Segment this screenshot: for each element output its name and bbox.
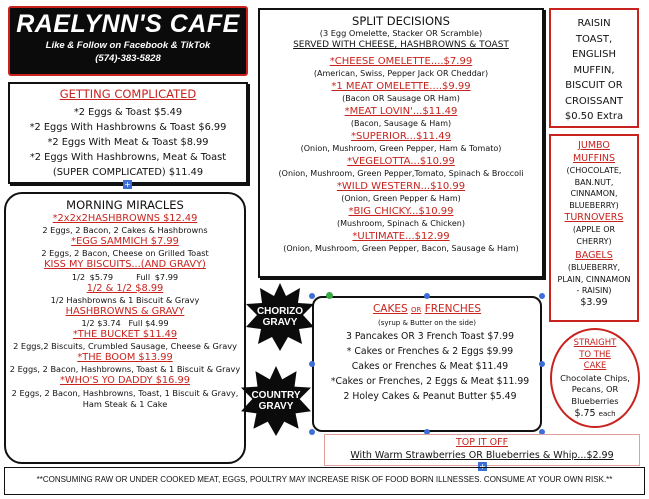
- menu-item-desc: 2 Eggs,2 Biscuits, Crumbled Sausage, Cheese & Gravy: [13, 341, 237, 352]
- resize-handle-icon[interactable]: [424, 293, 430, 299]
- bread-option: CROISSANT: [564, 95, 624, 107]
- omelette-name: *ULTIMATE...$12.99: [352, 231, 450, 242]
- muffins-title: JUMBO MUFFINS: [572, 140, 616, 164]
- bagels-flavors: (BLUEBERRY, PLAIN, CINNAMON - RAISIN): [557, 263, 631, 295]
- getting-complicated-section: [8, 82, 248, 184]
- menu-item-desc: 2 Eggs, 2 Bacon, Hashbrowns, Toast & 1 Biscuit & Gravy: [9, 364, 241, 375]
- section-title: SPLIT DECISIONS: [352, 14, 450, 28]
- omelette-name: *WILD WESTERN...$10.99: [336, 181, 466, 192]
- chorizo-gravy-burst: [245, 282, 315, 352]
- menu-item-desc: 1/2 Hashbrowns & 1 Biscuit & Gravy: [50, 294, 200, 305]
- bread-option: MUFFIN,: [573, 64, 615, 76]
- omelette-name: *MEAT LOVIN'...$11.49: [344, 106, 458, 117]
- bread-extra-price: $0.50 Extra: [564, 111, 624, 122]
- bread-option: ENGLISH: [572, 49, 616, 60]
- omelette-name: *BIG CHICKY...$10.99: [348, 206, 454, 217]
- section-title: MORNING MIRACLES: [66, 198, 184, 212]
- menu-item: *Cakes or Frenches, 2 Eggs & Meat $11.99: [330, 376, 530, 387]
- menu-item-desc: 2 Eggs, 2 Bacon, 2 Cakes & Hashbrowns: [42, 225, 208, 236]
- cake-addons-section: [550, 328, 640, 428]
- menu-item: * Cakes or Frenches & 2 Eggs $9.99: [346, 346, 514, 357]
- price-full: Full $4.99: [128, 318, 169, 329]
- country-gravy-burst: [240, 365, 312, 437]
- add-handle-icon[interactable]: +: [124, 180, 131, 189]
- bakery-section: [549, 134, 639, 322]
- morning-miracles-section: [4, 192, 246, 464]
- phone-number: (574)-383-5828: [95, 53, 161, 64]
- turnovers-title: TURNOVERS: [564, 212, 624, 223]
- omelette-desc: (Bacon, Sausage & Ham): [350, 119, 452, 128]
- omelette-name: *SUPERIOR...$11.49: [351, 131, 451, 142]
- frenches-title: FRENCHES: [424, 303, 482, 315]
- addons-list: Chocolate Chips, Pecans, OR Blueberries: [560, 372, 630, 406]
- menu-item: *THE BUCKET $11.49: [72, 329, 178, 341]
- item-list: [10, 105, 246, 180]
- menu-item: *THE BOOM $13.99: [77, 352, 173, 364]
- bakery-price: $3.99: [580, 296, 608, 308]
- omelette-desc: (Onion, Green Pepper & Ham): [341, 194, 461, 203]
- resize-handle-icon[interactable]: [539, 293, 545, 299]
- omelette-desc: (American, Swiss, Pepper Jack OR Cheddar): [313, 69, 489, 78]
- rotate-handle-icon[interactable]: [326, 292, 333, 299]
- burst-line: COUNTRY: [251, 390, 301, 401]
- burst-line: GRAVY: [258, 401, 294, 412]
- menu-item: HASHBROWNS & GRAVY: [65, 305, 185, 317]
- price-half: 1/2 $5.79: [71, 271, 114, 282]
- resize-handle-icon[interactable]: [539, 361, 545, 367]
- addons-price: $.75: [574, 408, 596, 419]
- cafe-title: RAELYNN'S CAFE: [16, 10, 240, 38]
- muffins-flavors: (CHOCOLATE, BAN.NUT, CINNAMON, BLUEBERRY): [566, 166, 622, 210]
- food-safety-disclaimer: **CONSUMING RAW OR UNDER COOKED MEAT, EGGS, POULTRY MAY INCREASE RISK OF FOOD BORN ILLNESSES. CONSUME AT YOUR OWN RISK.**: [4, 467, 645, 495]
- omelette-name: *CHEESE OMELETTE....$7.99: [329, 56, 473, 67]
- menu-item: *2 Eggs With Hashbrowns, Meat & Toast: [29, 152, 227, 163]
- omelette-desc: (Onion, Mushroom, Green Pepper, Ham & Tomato): [300, 144, 502, 153]
- served-with: SERVED WITH CHEESE, HASHBROWNS & TOAST: [293, 40, 509, 50]
- menu-item: 1/2 & 1/2 $8.99: [86, 282, 164, 294]
- top-it-off-title: TOP IT OFF: [455, 437, 509, 448]
- cakes-title: CAKES: [372, 303, 408, 315]
- section-subtitle: (3 Egg Omelette, Stacker OR Scramble): [319, 28, 483, 38]
- turnovers-flavors: (APPLE OR CHERRY): [572, 225, 616, 246]
- burst-line: GRAVY: [262, 317, 298, 328]
- social-line: Like & Follow on Facebook & TikTok: [45, 40, 211, 51]
- section-subtitle: (syrup & Butter on the side): [377, 319, 477, 327]
- menu-item: KISS MY BISCUITS...(AND GRAVY): [44, 259, 206, 271]
- split-decisions-section: [258, 8, 544, 278]
- omelette-desc: (Onion, Mushroom, Green Pepper, Bacon, Sausage & Ham): [283, 244, 519, 253]
- omelette-list: [260, 55, 542, 255]
- menu-item: *2 Eggs With Hashbrowns & Toast $6.99: [29, 122, 227, 133]
- bread-option: BISCUIT OR: [565, 80, 623, 91]
- omelette-name: *VEGELOTTA...$10.99: [347, 156, 455, 167]
- menu-item: 3 Pancakes OR 3 French Toast $7.99: [345, 331, 515, 342]
- omelette-desc: (Onion, Mushroom, Green Pepper,Tomato, Spinach & Broccoli: [278, 169, 524, 178]
- omelette-desc: (Mushroom, Spinach & Chicken): [337, 219, 465, 228]
- menu-item: *WHO'S YO DADDY $16.99: [60, 375, 190, 387]
- menu-item-note: (SUPER COMPLICATED) $11.49: [52, 167, 204, 178]
- bagels-title: BAGELS: [575, 250, 613, 261]
- section-title: GETTING COMPLICATED: [59, 87, 197, 101]
- menu-item: *2x2x2HASHBROWNS $12.49: [52, 213, 198, 224]
- addons-each: each: [598, 410, 616, 418]
- price-full: Full $7.99: [136, 271, 179, 282]
- top-it-off-text: With Warm Strawberries OR Blueberries & Whip...$2.99: [350, 450, 614, 461]
- menu-item-desc: 2 Eggs, 2 Bacon, Cheese on Grilled Toast: [41, 248, 209, 259]
- cakes-frenches-section: [312, 296, 542, 432]
- bread-option: TOAST,: [575, 33, 613, 45]
- omelette-desc: (Bacon OR Sausage OR Ham): [342, 94, 460, 103]
- add-handle-icon[interactable]: +: [479, 462, 486, 471]
- menu-item: 2 Holey Cakes & Peanut Butter $5.49: [343, 391, 517, 402]
- menu-item: *2 Eggs & Toast $5.49: [73, 107, 183, 118]
- burst-line: CHORIZO: [256, 306, 304, 317]
- bread-option: RAISIN: [577, 18, 611, 29]
- menu-item: Cakes or Frenches & Meat $11.49: [351, 361, 509, 372]
- cafe-header: [8, 6, 248, 76]
- title-or: OR: [410, 306, 422, 314]
- omelette-name: *1 MEAT OMELETTE....$9.99: [331, 81, 471, 92]
- menu-item: *2 Eggs With Meat & Toast $8.99: [47, 137, 209, 148]
- menu-item: *EGG SAMMICH $7.99: [71, 236, 179, 248]
- bread-upgrade-section: [549, 8, 639, 128]
- addons-title: STRAIGHT TO THE CAKE: [573, 338, 617, 371]
- price-half: 1/2 $3.74: [81, 318, 121, 329]
- menu-item-desc: 2 Eggs, 2 Bacon, Hashbrowns, Toast, 1 Biscuit & Gravy, Ham Steak & 1 Cake: [11, 387, 239, 409]
